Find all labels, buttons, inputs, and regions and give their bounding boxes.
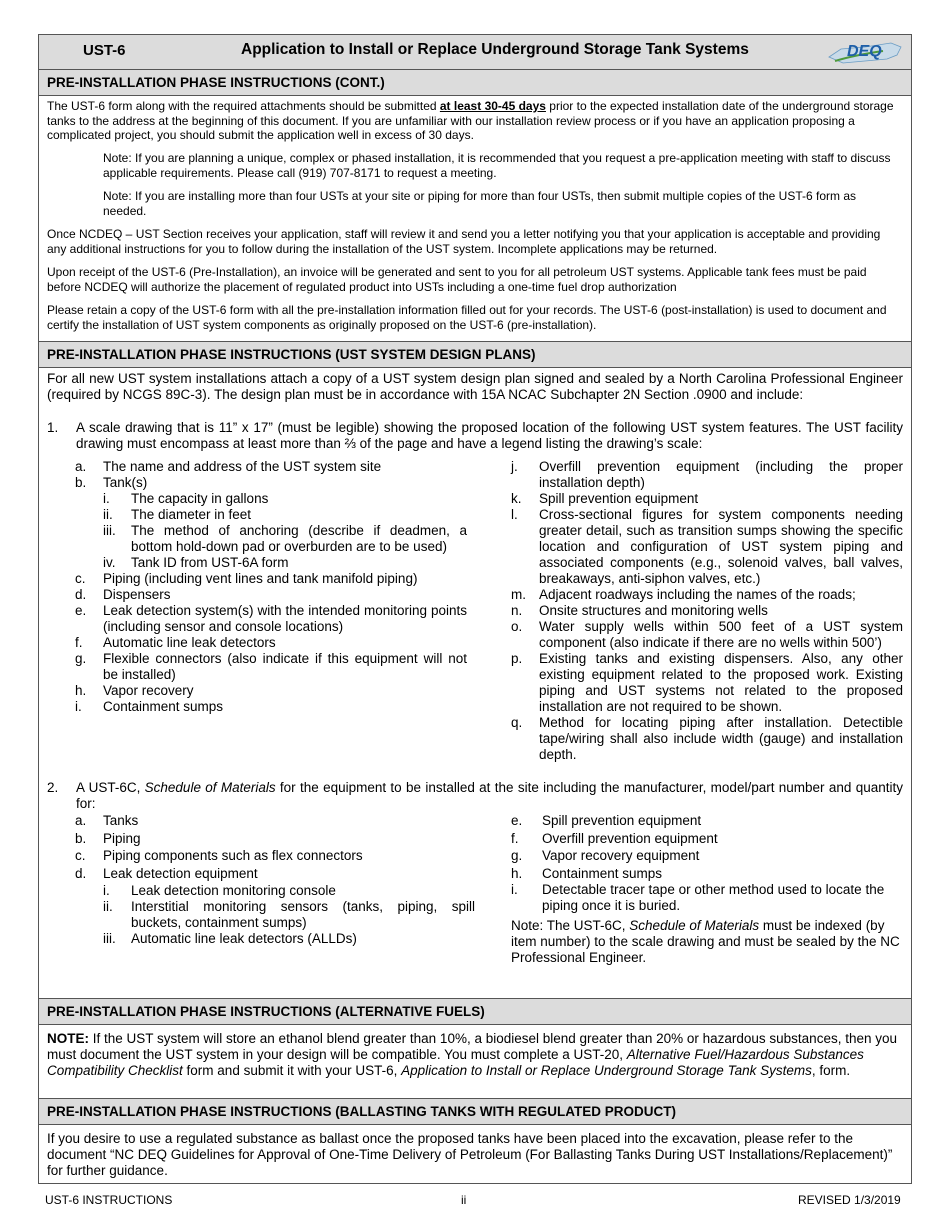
list-item: j. Overfill prevention equipment (including the proper installation depth) xyxy=(511,459,903,490)
list-item: c. Piping (including vent lines and tank manifold piping) xyxy=(75,571,418,586)
paragraph-submission: The UST-6 form along with the required attachments should be submitted at least 30-45 days prior to the expected installation date of the underground storage tanks to the address at the beginning of this document. If you are unfamiliar with our installation review process or if you have an application proposing a complicated project, you should submit the application well in excess of 30 days. xyxy=(47,99,894,142)
note-multiple-copies: Note: If you are installing more than four USTs at your site or piping for more than four USTs, then submit multiple copies of the UST-6 form as needed. xyxy=(103,189,857,218)
form-title: Application to Install or Replace Underground Storage Tank Systems xyxy=(241,41,749,58)
section-heading-ballast: PRE-INSTALLATION PHASE INSTRUCTIONS (BALLASTING TANKS WITH REGULATED PRODUCT) xyxy=(39,1098,911,1125)
list-item: h. Containment sumps xyxy=(511,865,663,881)
materials-left xyxy=(75,812,475,947)
paragraph-retain-copy: Please retain a copy of the UST-6 form with all the pre-installation information filled out for your records. The UST-6 (post-installation) is used to document and certify the installation of UST system components as originally proposed on the UST-6 (pre-installation). xyxy=(47,303,887,332)
list-item: a. The name and address of the UST system site xyxy=(75,459,382,474)
list-item: c. Piping components such as flex connectors xyxy=(75,848,363,863)
list-item: ii. Interstitial monitoring sensors (tanks, piping, spill buckets, containment sumps) xyxy=(103,899,475,930)
form-header xyxy=(39,35,911,70)
leak-detection-sublist xyxy=(103,882,475,947)
section-heading-cont: PRE-INSTALLATION PHASE INSTRUCTIONS (CONT.) xyxy=(39,69,911,96)
drawing-features-right xyxy=(511,459,903,763)
list-item: k. Spill prevention equipment xyxy=(511,491,699,506)
materials-right xyxy=(511,812,903,914)
list-item: e. Leak detection system(s) with the intended monitoring points (including sensor and console locations) xyxy=(75,603,467,634)
list-item: m. Adjacent roadways including the names of the roads; xyxy=(511,587,856,602)
list-item: o. Water supply wells within 500 feet of a UST system component (also indicate if there are no wells within 500’) xyxy=(511,619,903,650)
svg-text:DEQ: DEQ xyxy=(847,43,882,60)
alt-fuels-note: NOTE: If the UST system will store an ethanol blend greater than 10%, a biodiesel blend greater than 20% or hazardous substances, then you must document the UST system in your design will be compatible. You must complete a UST-20, Alternative Fuel/Hazardous Substances Compatibility Checklist form and submit it with your UST-6, Application to Install or Replace Underground Storage Tank Systems, form. xyxy=(47,1031,897,1078)
list-item: g. Flexible connectors (also indicate if this equipment will not be installed) xyxy=(75,651,467,682)
list-item: ii. The diameter in feet xyxy=(103,507,252,522)
form-frame xyxy=(38,34,912,1184)
list-item: a. Tanks xyxy=(75,813,139,828)
item-2-number: 2. xyxy=(47,780,59,795)
list-item: d. Leak detection equipment i. Leak detection monitoring console ii. Interstitial monitoring sensors (tanks, piping, spill buckets, containment sumps) iii. Automatic line leak detectors (ALLDs) xyxy=(75,865,475,946)
drawing-features-left xyxy=(75,459,467,715)
form-id: UST-6 xyxy=(83,42,126,59)
footer-form-label: UST-6 INSTRUCTIONS xyxy=(45,1193,173,1207)
list-item: iii. The method of anchoring (describe if deadmen, a bottom hold-down pad or overburden are to be used) xyxy=(103,523,467,554)
footer-revision-date: REVISED 1/3/2019 xyxy=(798,1193,901,1207)
list-item: iv. Tank ID from UST-6A form xyxy=(103,555,289,570)
item-2-text: A UST-6C, Schedule of Materials for the equipment to be installed at the site including the manufacturer, model/part number and quantity for: xyxy=(76,780,903,811)
item-1-text: A scale drawing that is 11” x 17” (must be legible) showing the proposed location of the following UST system features. The UST facility drawing must encompass at least more than ⅔ of the page and have a legend listing the drawing’s scale: xyxy=(76,420,903,451)
list-item: q. Method for locating piping after installation. Detectible tape/wiring shall also include width (gauge) and installation depth. xyxy=(511,715,903,762)
list-item: i. Containment sumps xyxy=(75,699,224,714)
list-item: e. Spill prevention equipment xyxy=(511,813,702,828)
list-item: h. Vapor recovery xyxy=(75,683,194,698)
section-heading-alt-fuels: PRE-INSTALLATION PHASE INSTRUCTIONS (ALTERNATIVE FUELS) xyxy=(39,998,911,1025)
list-item: f. Overfill prevention equipment xyxy=(511,830,718,846)
list-item: d. Dispensers xyxy=(75,587,171,602)
ballast-text: If you desire to use a regulated substance as ballast once the proposed tanks have been placed into the excavation, please refer to the document “NC DEQ Guidelines for Approval of One-Time Delivery of Petroleum (For Ballasting Tanks During UST Installations/Replacement)” for further guidance. xyxy=(47,1131,893,1178)
materials-note: Note: The UST-6C, Schedule of Materials must be indexed (by item number) to the scale drawing and must be sealed by the NC Professional Engineer. xyxy=(511,918,900,965)
list-item: i. The capacity in gallons xyxy=(103,491,269,506)
list-item: i. Leak detection monitoring console xyxy=(103,883,336,898)
list-item: p. Existing tanks and existing dispensers. Also, any other existing equipment related to the proposed work. Existing piping and UST systems not related to the proposed installation are not required to be shown. xyxy=(511,651,903,714)
design-intro: For all new UST system installations attach a copy of a UST system design plan signed and sealed by a North Carolina Professional Engineer (required by NCGS 89C-3). The design plan must be in accordance with 15A NCAC Subchapter 2N Section .0900 and include: xyxy=(47,371,903,402)
list-item: g. Vapor recovery equipment xyxy=(511,848,700,863)
item-1-number: 1. xyxy=(47,420,59,435)
list-item: f. Automatic line leak detectors xyxy=(75,635,276,650)
tank-sublist xyxy=(103,491,467,571)
list-item: b. Tank(s) i. The capacity in gallons ii. The diameter in feet iii. The method of anchoring (describe if deadmen, a bottom hold-down pad or overburden are to be used) iv. Tank ID from UST-6A form xyxy=(75,475,467,570)
list-item: iii. Automatic line leak detectors (ALLDs) xyxy=(103,931,357,946)
list-item: n. Onsite structures and monitoring wells xyxy=(511,603,768,618)
deq-logo xyxy=(825,37,905,67)
list-item: b. Piping xyxy=(75,830,141,846)
list-item: i. Detectable tracer tape or other method used to locate the piping once it is buried. xyxy=(511,882,885,913)
section-heading-design: PRE-INSTALLATION PHASE INSTRUCTIONS (UST SYSTEM DESIGN PLANS) xyxy=(39,341,911,368)
paragraph-review: Once NCDEQ – UST Section receives your application, staff will review it and send you a letter notifying you that your application is acceptable and providing any additional instructions for you to follow during the installation of the UST system. Incomplete applications may be returned. xyxy=(47,227,881,256)
list-item: l. Cross-sectional figures for system components needing greater detail, such as transition sumps showing the specific location and configuration of UST system piping and associated components (e.g., solenoid valves, ball valves, breakaways, anti-siphon valves, etc.) xyxy=(511,507,903,586)
note-meeting: Note: If you are planning a unique, complex or phased installation, it is recommended that you request a pre-application meeting with staff to discuss applicable requirements. Please call (919) 707-8171 to request a meeting. xyxy=(103,151,891,180)
footer-page-number: ii xyxy=(461,1193,467,1207)
paragraph-invoice: Upon receipt of the UST-6 (Pre-Installation), an invoice will be generated and sent to you for all petroleum UST systems. Applicable tank fees must be paid before NCDEQ will authorize the placement of regulated product into USTs including a one-time fuel drop authorization xyxy=(47,265,867,294)
